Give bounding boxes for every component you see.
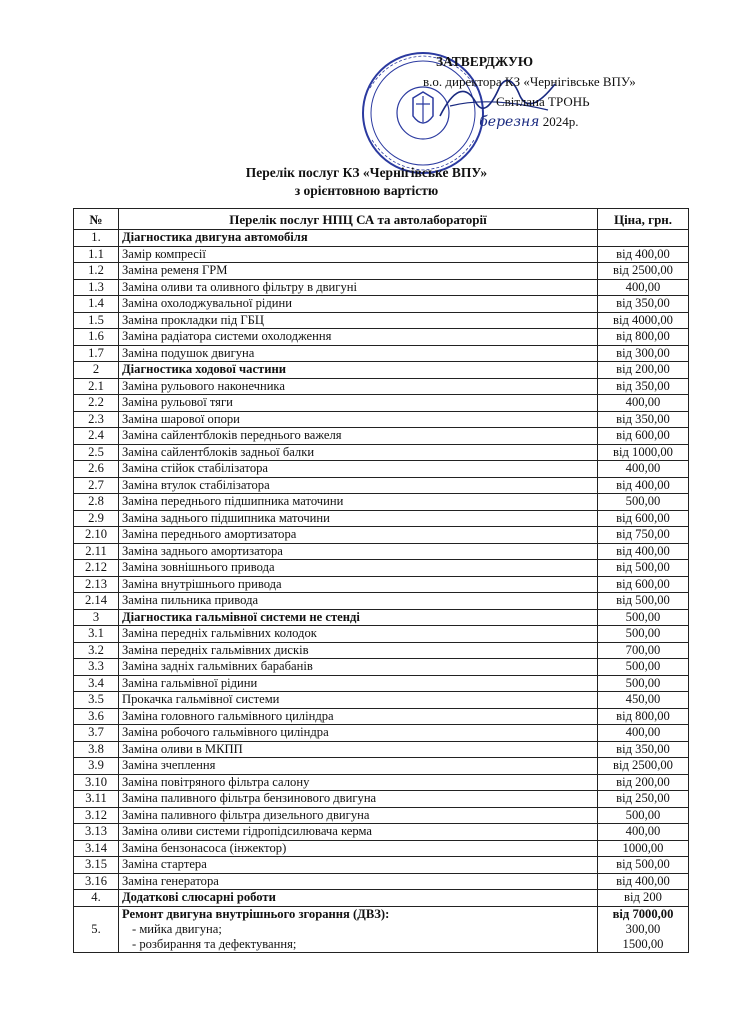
row-name: Заміна сайлентблоків переднього важеля: [119, 428, 598, 445]
row-name: Заміна рульового наконечника: [119, 378, 598, 395]
row-price: від 600,00: [598, 576, 689, 593]
row-num: 3.5: [74, 692, 119, 709]
row-num: 2.7: [74, 477, 119, 494]
row-price: від 200: [598, 890, 689, 907]
row-num: 1.7: [74, 345, 119, 362]
row-name: Заміна передніх гальмівних дисків: [119, 642, 598, 659]
row-price: від 1000,00: [598, 444, 689, 461]
row-num: 3.11: [74, 791, 119, 808]
row-num: 3.2: [74, 642, 119, 659]
approval-date: [420, 112, 720, 132]
row-price: 400,00: [598, 279, 689, 296]
table-row: [74, 642, 689, 659]
row-num: 3.10: [74, 774, 119, 791]
row-price: від 500,00: [598, 593, 689, 610]
row-subitem-name: - мийка двигуна;: [132, 921, 222, 936]
row-num: 2.9: [74, 510, 119, 527]
row-price: 500,00: [598, 609, 689, 626]
approval-date-year: 2024р.: [542, 114, 579, 129]
row-num: 5.: [74, 906, 119, 952]
row-num: 3.16: [74, 873, 119, 890]
row-name: Заміна бензонасоса (інжектор): [119, 840, 598, 857]
row-price: 1000,00: [598, 840, 689, 857]
table-row: [74, 296, 689, 313]
row-price: від 400,00: [598, 873, 689, 890]
row-subitem-price: 1500,00: [622, 936, 664, 951]
row-name: Заміна рульової тяги: [119, 395, 598, 412]
row-name: Замір компресії: [119, 246, 598, 263]
row-num: 1.5: [74, 312, 119, 329]
row-num: 1.2: [74, 263, 119, 280]
approval-block: [420, 52, 720, 132]
row-num: 2.5: [74, 444, 119, 461]
row-num: 2.4: [74, 428, 119, 445]
row-name: Заміна пильника привода: [119, 593, 598, 610]
row-price: від 600,00: [598, 428, 689, 445]
row-name: Заміна ременя ГРМ: [119, 263, 598, 280]
approval-heading: ЗАТВЕРДЖУЮ: [436, 54, 534, 69]
row-name: Діагностика гальмівної системи не стенді: [119, 609, 598, 626]
approval-position: в.о. директора КЗ «Чернігівське ВПУ»: [423, 74, 636, 89]
row-price: від 350,00: [598, 378, 689, 395]
table-row: [74, 774, 689, 791]
row-name: Заміна генератора: [119, 873, 598, 890]
row-num: 2.1: [74, 378, 119, 395]
row-price: 700,00: [598, 642, 689, 659]
row-name: Заміна паливного фільтра дизельного двигуна: [119, 807, 598, 824]
table-row: [74, 857, 689, 874]
table-row: [74, 560, 689, 577]
row-num: 3.8: [74, 741, 119, 758]
row-num: 2.3: [74, 411, 119, 428]
row-price: від 500,00: [598, 560, 689, 577]
row-num: 1.: [74, 230, 119, 247]
row-price: 450,00: [598, 692, 689, 709]
header-name: Перелік послуг НПЦ СА та автолабораторії: [119, 209, 598, 230]
table-row: [74, 807, 689, 824]
table-row: [74, 576, 689, 593]
row-name: Заміна переднього підшипника маточини: [119, 494, 598, 511]
table-row: [74, 345, 689, 362]
row-num: 3.13: [74, 824, 119, 841]
row-num: 2: [74, 362, 119, 379]
header-num: №: [74, 209, 119, 230]
row-name: [119, 906, 598, 952]
row-price: 400,00: [598, 461, 689, 478]
table-row: [74, 428, 689, 445]
row-price: від 350,00: [598, 741, 689, 758]
row-price: 500,00: [598, 659, 689, 676]
row-price: 500,00: [598, 494, 689, 511]
row-price: [598, 906, 689, 952]
row-name: Заміна втулок стабілізатора: [119, 477, 598, 494]
header-price: Ціна, грн.: [598, 209, 689, 230]
row-name: Заміна зчеплення: [119, 758, 598, 775]
row-name: Заміна подушок двигуна: [119, 345, 598, 362]
row-name: Діагностика ходової частини: [119, 362, 598, 379]
row-num: 1.6: [74, 329, 119, 346]
table-row: [74, 395, 689, 412]
row-name: Заміна заднього амортизатора: [119, 543, 598, 560]
row-price: від 500,00: [598, 857, 689, 874]
row-name: Заміна оливи та оливного фільтру в двигуні: [119, 279, 598, 296]
table-row: [74, 527, 689, 544]
price-table: [73, 208, 689, 953]
row-num: 1.1: [74, 246, 119, 263]
table-row: [74, 263, 689, 280]
row-name: Заміна оливи системи гідропідсилювача керма: [119, 824, 598, 841]
table-row: [74, 543, 689, 560]
row-name: Заміна шарової опори: [119, 411, 598, 428]
row-price: від 200,00: [598, 774, 689, 791]
row-name: Заміна паливного фільтра бензинового двигуна: [119, 791, 598, 808]
row-num: 3.7: [74, 725, 119, 742]
row-price: від 250,00: [598, 791, 689, 808]
table-row: [74, 873, 689, 890]
row-price: від 800,00: [598, 329, 689, 346]
row-num: 3.4: [74, 675, 119, 692]
row-name: Прокачка гальмівної системи: [119, 692, 598, 709]
row-num: 2.14: [74, 593, 119, 610]
approval-name: Світлана ТРОНЬ: [496, 94, 590, 109]
table-row: [74, 329, 689, 346]
row-num: 2.13: [74, 576, 119, 593]
table-row: [74, 675, 689, 692]
table-row: [74, 890, 689, 907]
table-row: [74, 840, 689, 857]
row-price: від 2500,00: [598, 263, 689, 280]
row-price: 400,00: [598, 725, 689, 742]
row-name: Заміна внутрішнього привода: [119, 576, 598, 593]
table-row: [74, 692, 689, 709]
table-row: [74, 494, 689, 511]
table-row: [74, 312, 689, 329]
row-name: Заміна оливи в МКПП: [119, 741, 598, 758]
row-name: Діагностика двигуна автомобіля: [119, 230, 598, 247]
row-name: Заміна передніх гальмівних колодок: [119, 626, 598, 643]
row-price: від 300,00: [598, 345, 689, 362]
row-price: [598, 230, 689, 247]
row-price: 500,00: [598, 675, 689, 692]
table-row: [74, 411, 689, 428]
row-name: Заміна стійок стабілізатора: [119, 461, 598, 478]
row-price: від 350,00: [598, 411, 689, 428]
document-title: Перелік послуг КЗ «Чернігівське ВПУ»: [245, 165, 488, 180]
row-price: від 2500,00: [598, 758, 689, 775]
document-subtitle: з орієнтовною вартістю: [294, 183, 439, 198]
table-row: [74, 246, 689, 263]
row-price: від 400,00: [598, 543, 689, 560]
row-num: 3.14: [74, 840, 119, 857]
row-name: Заміна прокладки під ГБЦ: [119, 312, 598, 329]
row-price: 500,00: [598, 626, 689, 643]
row-name: Заміна зовнішнього привода: [119, 560, 598, 577]
table-row: [74, 378, 689, 395]
row-num: 3: [74, 609, 119, 626]
table-row: [74, 362, 689, 379]
row-price: від 400,00: [598, 477, 689, 494]
row-name: Заміна переднього амортизатора: [119, 527, 598, 544]
row-name: Заміна повітряного фільтра салону: [119, 774, 598, 791]
row-num: 3.15: [74, 857, 119, 874]
table-row-last: [74, 906, 689, 952]
row-price-main: від 7000,00: [612, 906, 674, 921]
row-price: від 350,00: [598, 296, 689, 313]
table-row: [74, 725, 689, 742]
row-name: Заміна стартера: [119, 857, 598, 874]
table-row: [74, 659, 689, 676]
row-num: 3.3: [74, 659, 119, 676]
table-row: [74, 444, 689, 461]
table-row: [74, 279, 689, 296]
row-num: 4.: [74, 890, 119, 907]
row-name-main: Ремонт двигуна внутрішнього згорання (ДВЗ):: [122, 906, 390, 921]
table-row: [74, 626, 689, 643]
row-subitem-name: - розбирання та дефектування;: [132, 936, 297, 951]
row-num: 1.4: [74, 296, 119, 313]
row-num: 3.1: [74, 626, 119, 643]
table-row: [74, 758, 689, 775]
table-row: [74, 477, 689, 494]
row-num: 3.9: [74, 758, 119, 775]
row-name: Додаткові слюсарні роботи: [119, 890, 598, 907]
row-price: від 750,00: [598, 527, 689, 544]
row-price: від 200,00: [598, 362, 689, 379]
table-row: [74, 824, 689, 841]
row-name: Заміна гальмівної рідини: [119, 675, 598, 692]
row-num: 3.12: [74, 807, 119, 824]
row-name: Заміна заднього підшипника маточини: [119, 510, 598, 527]
table-row: [74, 230, 689, 247]
row-num: 2.10: [74, 527, 119, 544]
row-num: 2.6: [74, 461, 119, 478]
row-price: 500,00: [598, 807, 689, 824]
table-row: [74, 708, 689, 725]
row-name: Заміна сайлентблоків задньої балки: [119, 444, 598, 461]
row-price: від 400,00: [598, 246, 689, 263]
row-name: Заміна радіатора системи охолодження: [119, 329, 598, 346]
table-row: [74, 791, 689, 808]
row-price: 400,00: [598, 824, 689, 841]
row-name: Заміна робочого гальмівного циліндра: [119, 725, 598, 742]
row-subitem-price: 300,00: [625, 921, 661, 936]
row-price: 400,00: [598, 395, 689, 412]
row-price: від 600,00: [598, 510, 689, 527]
row-price: від 4000,00: [598, 312, 689, 329]
row-name: Заміна задніх гальмівних барабанів: [119, 659, 598, 676]
table-row: [74, 741, 689, 758]
row-num: 2.12: [74, 560, 119, 577]
row-num: 2.2: [74, 395, 119, 412]
row-num: 3.6: [74, 708, 119, 725]
row-num: 1.3: [74, 279, 119, 296]
row-name: Заміна охолоджувальної рідини: [119, 296, 598, 313]
row-name: Заміна головного гальмівного циліндра: [119, 708, 598, 725]
table-row: [74, 510, 689, 527]
table-row: [74, 593, 689, 610]
approval-date-month: березня: [479, 114, 540, 130]
row-num: 2.8: [74, 494, 119, 511]
table-row: [74, 461, 689, 478]
table-row: [74, 609, 689, 626]
row-num: 2.11: [74, 543, 119, 560]
table-header-row: [74, 209, 689, 230]
row-price: від 800,00: [598, 708, 689, 725]
table-body: [74, 230, 689, 907]
